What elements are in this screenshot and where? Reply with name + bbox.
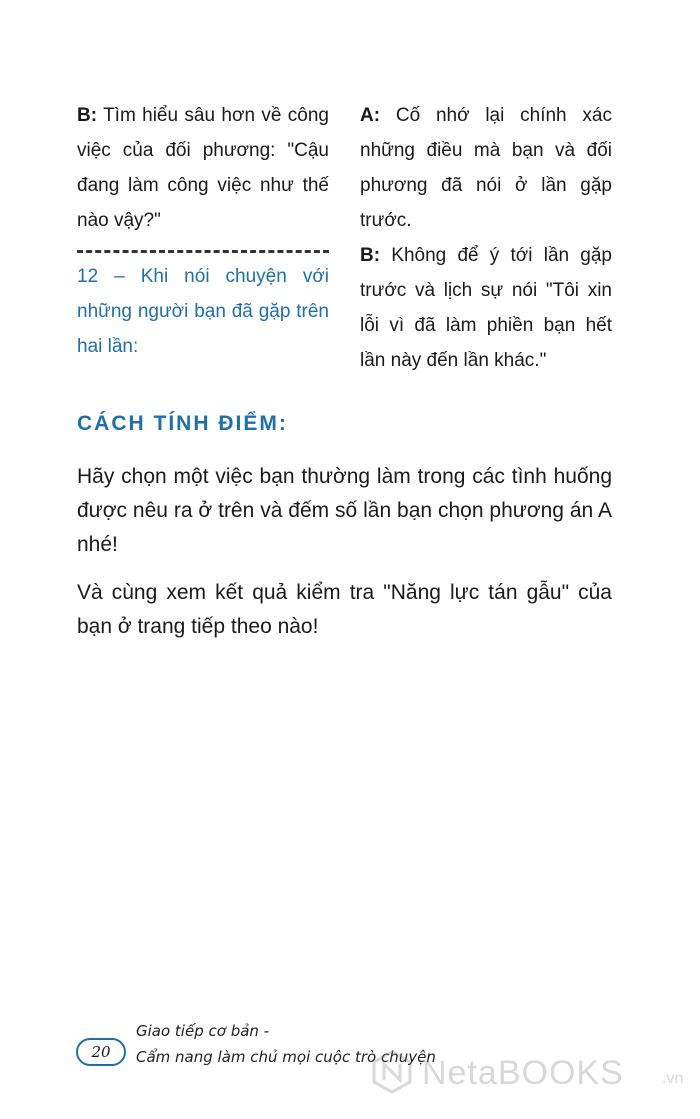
watermark-suffix: .vn [662, 1070, 684, 1087]
option-a-text: Cố nhớ lại chính xác những điều mà bạn và đối phương đã nói ở lần gặp trước. [360, 105, 612, 231]
book-title-line-1: Giao tiếp cơ bản - [136, 1022, 270, 1040]
scoring-section [77, 460, 612, 658]
page-number: 20 [76, 1038, 126, 1066]
option-b-text: Không để ý tới lần gặp trước và lịch sự nói "Tôi xin lỗi vì đã làm phiền bạn hết lần này đến lần khác." [360, 245, 612, 371]
option-b-letter: B: [360, 245, 381, 266]
right-option-a [360, 98, 612, 238]
option-a-letter: A: [360, 105, 381, 126]
netabooks-logo-icon [370, 1050, 414, 1094]
dashed-divider [77, 250, 329, 253]
scoring-paragraph-1: Hãy chọn một việc bạn thường làm trong các tình huống được nêu ra ở trên và đếm số lần bạn chọn phương án A nhé! [77, 465, 612, 556]
right-column [360, 98, 612, 378]
right-option-b [360, 238, 612, 378]
question-12: 12 – Khi nói chuyện với những người bạn đã gặp trên hai lần: [77, 266, 329, 357]
watermark-text: NetaBOOKS [422, 1054, 624, 1092]
scoring-paragraph-2: Và cùng xem kết quả kiểm tra "Năng lực tán gẫu" của bạn ở trang tiếp theo nào! [77, 581, 612, 638]
option-b-text: Tìm hiểu sâu hơn về công việc của đối phương: "Cậu đang làm công việc như thế nào vậy?" [77, 105, 329, 231]
scoring-heading: CÁCH TÍNH ĐIỂM: [77, 412, 288, 435]
left-option-b [77, 98, 329, 238]
left-column [77, 98, 329, 364]
book-title-line-2: Cẩm nang làm chủ mọi cuộc trò chuyện [136, 1048, 436, 1066]
option-b-letter: B: [77, 105, 98, 126]
